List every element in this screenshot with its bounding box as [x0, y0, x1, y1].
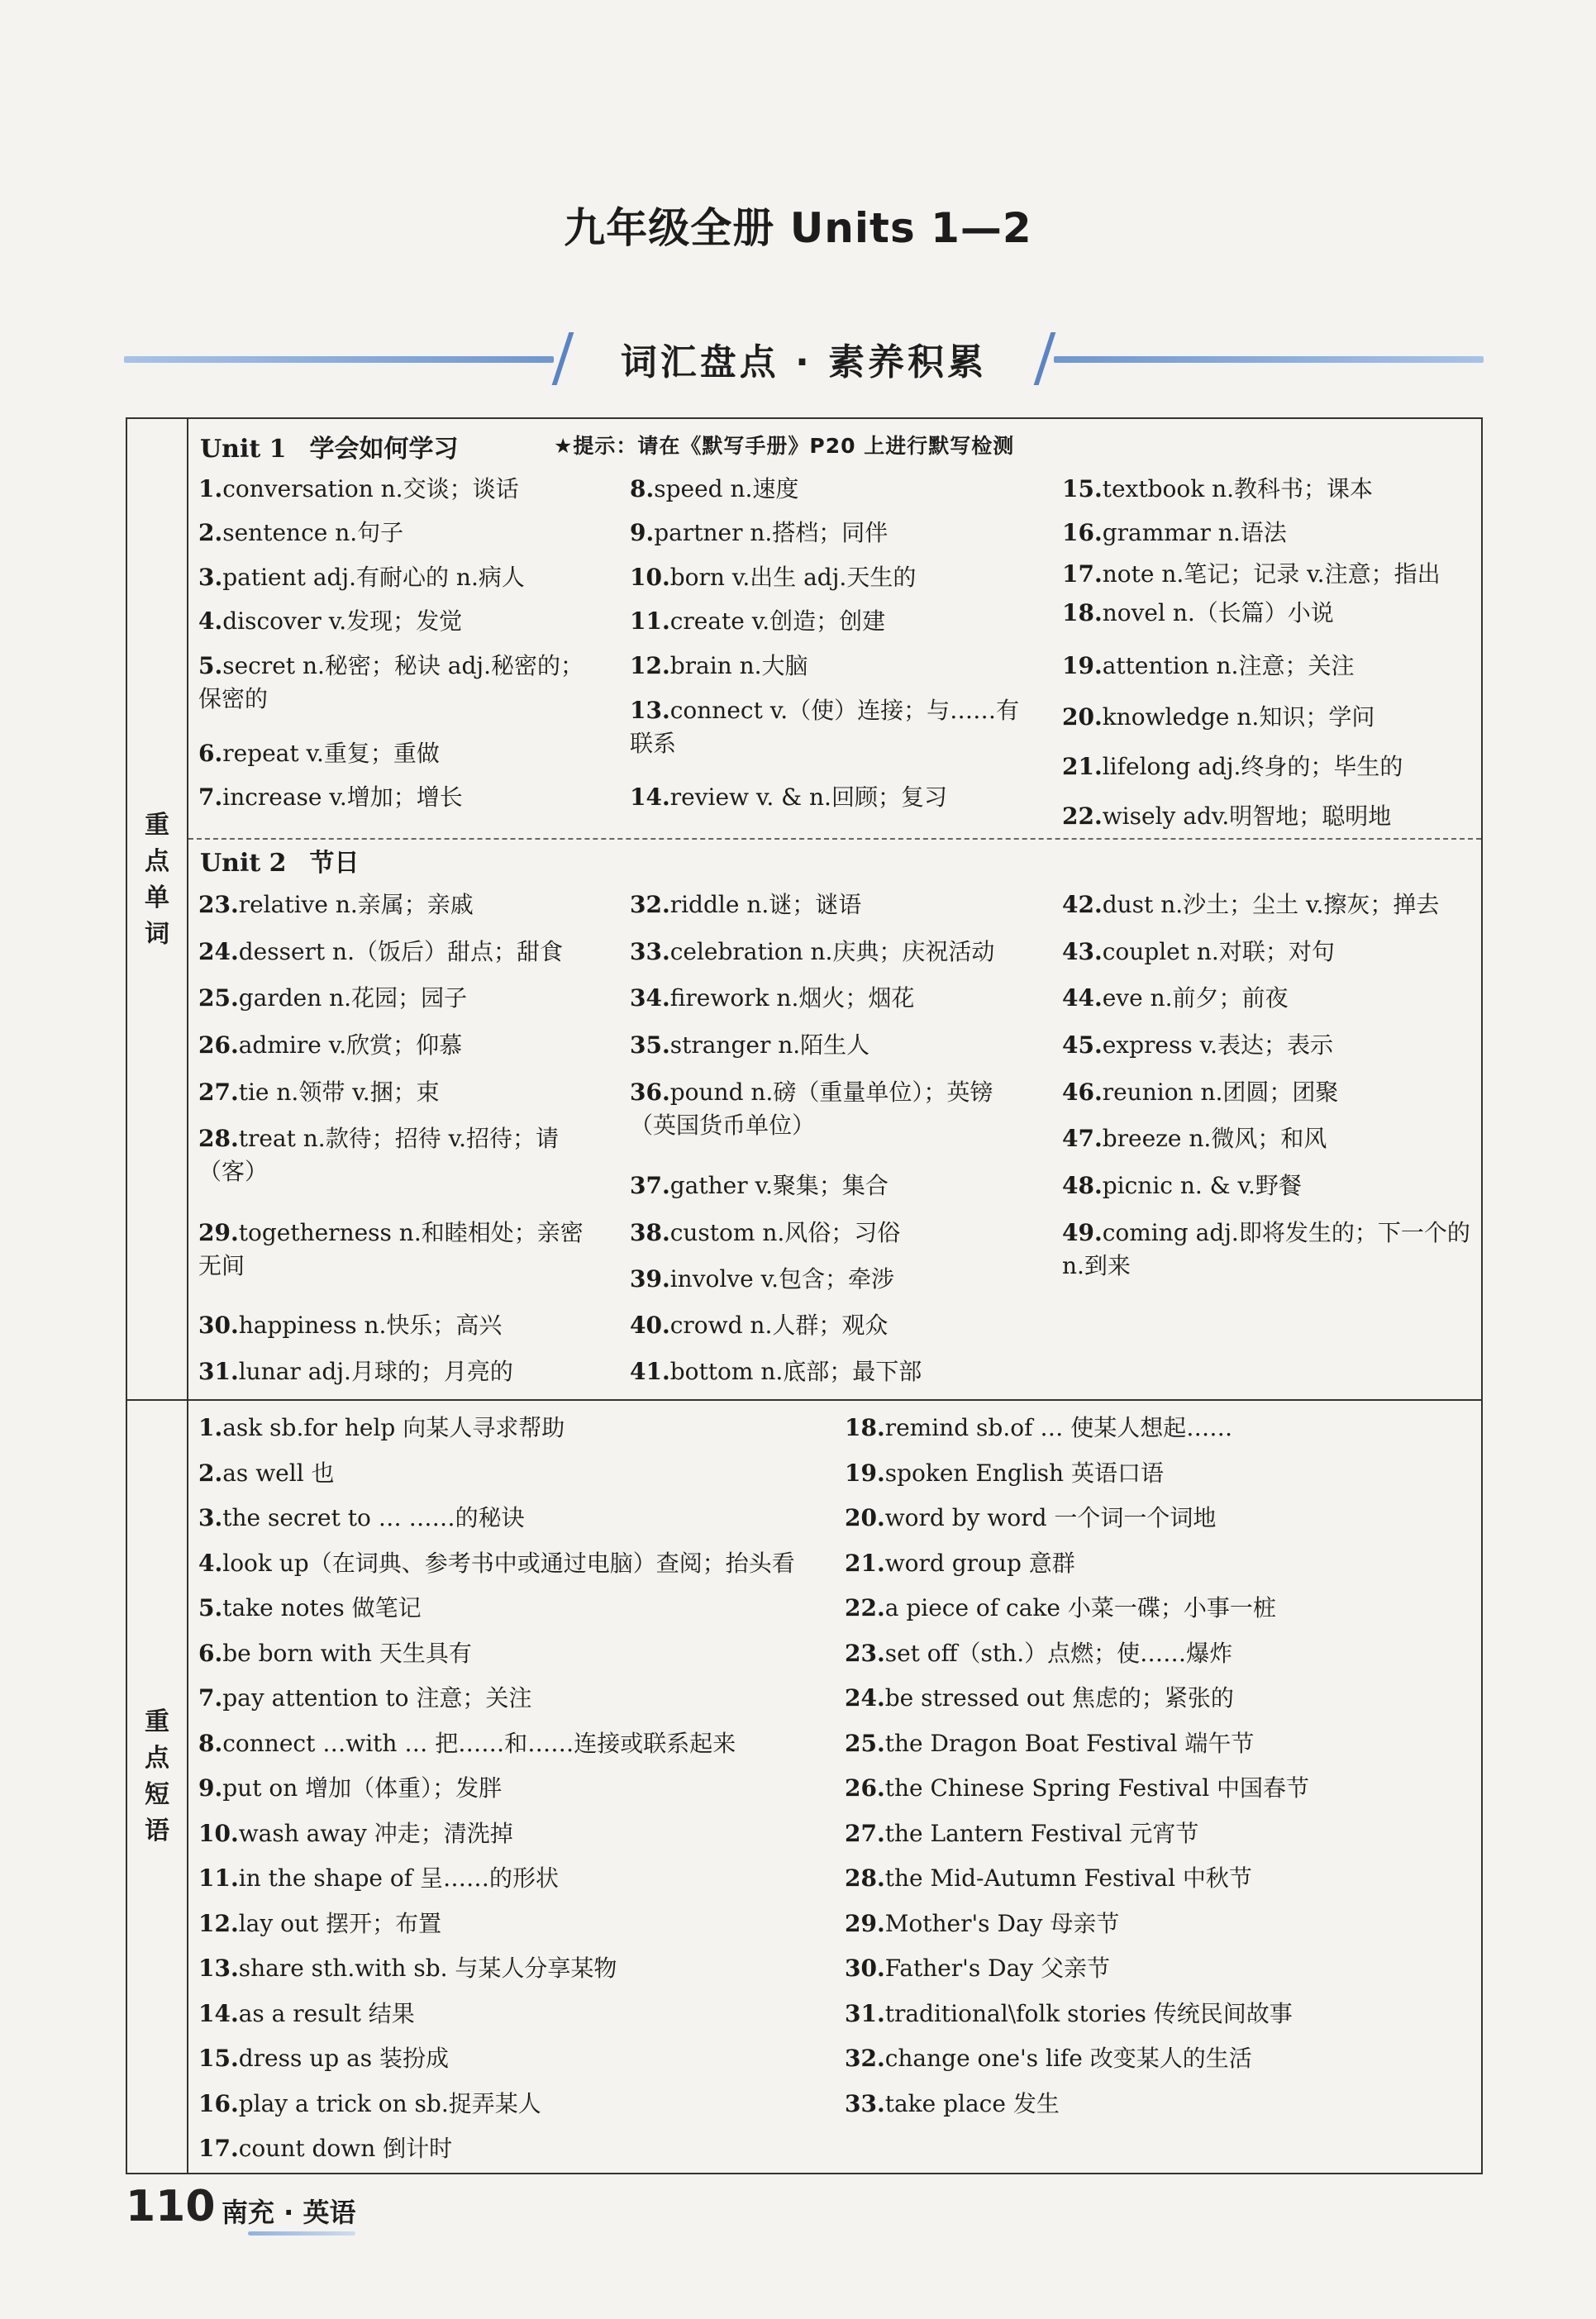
item-text: brain n.大脑 — [669, 652, 808, 679]
item-number: 46. — [1062, 1079, 1103, 1106]
item-text: involve v.包含；牵涉 — [669, 1265, 895, 1293]
label-char: 点 — [145, 1744, 169, 1773]
vocab-item — [845, 1412, 1481, 1445]
item-text: custom n.风俗；习俗 — [669, 1219, 901, 1246]
vocab-item — [630, 1355, 1035, 1388]
item-text: express v.表达；表示 — [1102, 1031, 1333, 1059]
label-char: 词 — [145, 920, 169, 949]
item-text: repeat v.重复；重做 — [222, 740, 440, 767]
vocab-item — [198, 1862, 835, 1895]
item-text: tie n.领带 v.捆；束 — [238, 1079, 440, 1106]
item-number: 5. — [198, 1594, 223, 1621]
vocab-item — [198, 605, 603, 638]
item-number: 35. — [630, 1031, 670, 1059]
item-number: 14. — [630, 783, 670, 811]
item-text: novel n.（长篇）小说 — [1102, 599, 1334, 626]
vocab-item — [630, 1076, 1035, 1142]
vocab-item — [845, 1727, 1481, 1760]
vocab-item — [630, 1217, 1035, 1250]
item-number: 27. — [845, 1819, 885, 1847]
unit2-heading — [200, 842, 360, 879]
item-text: pay attention to 注意；关注 — [222, 1684, 532, 1712]
banner-slash-left — [552, 332, 574, 385]
item-number: 32. — [845, 2045, 885, 2072]
vocab-item — [198, 1727, 835, 1760]
item-number: 23. — [845, 1639, 885, 1667]
label-char: 语 — [145, 1817, 169, 1845]
vocab-item — [198, 982, 603, 1015]
label-char: 点 — [145, 847, 169, 876]
item-text: traditional\folk stories 传统民间故事 — [884, 1999, 1293, 2027]
footer-underline — [248, 2231, 355, 2236]
item-number: 7. — [198, 783, 223, 811]
item-text: remind sb.of … 使某人想起…… — [884, 1414, 1233, 1441]
unit2-name: 节日 — [309, 849, 360, 878]
item-text: couplet n.对联；对句 — [1102, 938, 1335, 965]
item-number: 22. — [845, 1594, 885, 1621]
vocab-item — [1062, 597, 1479, 630]
item-text: as well 也 — [222, 1459, 335, 1487]
vocab-item — [630, 473, 1035, 506]
item-number: 8. — [198, 1729, 223, 1757]
vocab-item — [198, 1217, 603, 1283]
item-number: 21. — [1062, 753, 1103, 780]
item-number: 7. — [198, 1684, 223, 1712]
item-text: lay out 摆开；布置 — [238, 1909, 442, 1937]
item-text: put on 增加（体重）；发胖 — [222, 1774, 503, 1802]
item-number: 24. — [198, 938, 239, 965]
item-text: celebration n.庆典；庆祝活动 — [669, 938, 995, 965]
item-number: 31. — [845, 1999, 885, 2027]
vocab-item — [630, 1263, 1035, 1296]
item-text: share sth.with sb. 与某人分享某物 — [238, 1955, 617, 1982]
item-number: 8. — [630, 475, 655, 502]
vocab-item — [630, 517, 1035, 550]
item-number: 30. — [845, 1955, 885, 1982]
vocab-item — [198, 888, 603, 921]
item-number: 22. — [1062, 802, 1103, 830]
vocab-item — [198, 561, 603, 594]
item-text: garden n.花园；园子 — [238, 984, 468, 1012]
item-text: be stressed out 焦虑的；紧张的 — [884, 1684, 1234, 1712]
vocab-item — [198, 1355, 603, 1388]
item-text: lifelong adj.终身的；毕生的 — [1102, 753, 1403, 780]
item-number: 29. — [198, 1219, 239, 1246]
unit-divider — [188, 838, 1481, 840]
item-text: admire v.欣赏；仰慕 — [238, 1031, 463, 1059]
unit1-label: Unit 1 — [200, 435, 287, 464]
vocab-item — [198, 1502, 835, 1535]
vocab-item — [1062, 558, 1479, 591]
item-text: set off（sth.）点燃；使……爆炸 — [884, 1639, 1233, 1667]
vocab-item — [630, 1029, 1035, 1062]
vocab-item — [198, 1682, 835, 1715]
vocab-item — [198, 473, 603, 506]
page-title: 九年级全册 Units 1—2 — [564, 204, 1032, 252]
vocab-item — [845, 1682, 1481, 1715]
vocab-item — [198, 737, 603, 770]
vocab-item — [198, 1998, 835, 2031]
item-text: the Lantern Festival 元宵节 — [884, 1819, 1199, 1847]
item-number: 30. — [198, 1312, 239, 1339]
item-text: coming adj.即将发生的；下一个的 n.到来 — [1062, 1219, 1470, 1279]
vocab-item — [630, 650, 1035, 683]
item-text: Father's Day 父亲节 — [884, 1955, 1111, 1982]
item-text: as a result 结果 — [238, 1999, 415, 2027]
item-number: 21. — [845, 1549, 885, 1577]
vocab-item — [198, 936, 603, 969]
vocab-item — [630, 888, 1035, 921]
item-text: the Dragon Boat Festival 端午节 — [884, 1729, 1255, 1757]
vocab-item — [1062, 800, 1479, 833]
label-char: 重 — [145, 811, 169, 840]
item-number: 24. — [845, 1684, 885, 1712]
vocab-item — [198, 781, 603, 814]
item-number: 34. — [630, 984, 670, 1012]
item-number: 4. — [198, 1549, 223, 1577]
page-number: 110 — [126, 2182, 216, 2231]
item-number: 2. — [198, 1459, 223, 1487]
item-text: bottom n.底部；最下部 — [669, 1358, 922, 1385]
item-number: 39. — [630, 1265, 670, 1293]
item-number: 20. — [1062, 703, 1103, 731]
item-number: 3. — [198, 564, 223, 591]
item-text: dessert n.（饭后）甜点；甜食 — [238, 938, 563, 965]
vocab-item — [1062, 517, 1479, 550]
item-number: 33. — [630, 938, 670, 965]
item-text: look up（在词典、参考书中或通过电脑）查阅；抬头看 — [222, 1549, 795, 1577]
vocab-item — [630, 605, 1035, 638]
item-text: togetherness n.和睦相处；亲密无间 — [198, 1219, 584, 1279]
item-text: crowd n.人群；观众 — [669, 1312, 889, 1339]
item-text: change one's life 改变某人的生活 — [884, 2045, 1252, 2072]
item-number: 42. — [1062, 891, 1103, 918]
banner-line-left — [124, 356, 554, 363]
item-number: 45. — [1062, 1031, 1103, 1059]
item-number: 28. — [198, 1125, 239, 1152]
item-number: 31. — [198, 1358, 239, 1385]
vocab-item — [198, 1592, 835, 1625]
item-number: 6. — [198, 740, 223, 767]
vocab-item — [630, 936, 1035, 969]
item-number: 10. — [630, 564, 670, 591]
item-text: ask sb.for help 向某人寻求帮助 — [222, 1414, 565, 1441]
item-number: 15. — [1062, 475, 1103, 502]
vocab-item — [1062, 1122, 1479, 1155]
item-number: 23. — [198, 891, 239, 918]
vocab-item — [198, 1029, 603, 1062]
item-number: 25. — [198, 984, 239, 1012]
vocab-item — [845, 1907, 1481, 1940]
item-number: 12. — [198, 1909, 239, 1937]
item-number: 20. — [845, 1504, 885, 1531]
item-number: 37. — [630, 1172, 670, 1199]
item-number: 17. — [1062, 560, 1103, 588]
vocab-item — [845, 1592, 1481, 1625]
item-text: wisely adv.明智地；聪明地 — [1102, 802, 1392, 830]
item-number: 25. — [845, 1729, 885, 1757]
vocab-item — [198, 2042, 835, 2075]
item-number: 9. — [198, 1774, 223, 1802]
item-text: play a trick on sb.捉弄某人 — [238, 2089, 541, 2117]
item-text: firework n.烟火；烟花 — [669, 984, 915, 1012]
vocab-item — [630, 694, 1035, 760]
vocab-item — [630, 1169, 1035, 1202]
vocab-item — [198, 1772, 835, 1805]
item-number: 9. — [630, 519, 655, 546]
item-text: stranger n.陌生人 — [669, 1031, 870, 1059]
item-number: 27. — [198, 1079, 239, 1106]
item-text: picnic n. & v.野餐 — [1102, 1172, 1302, 1199]
item-text: the Chinese Spring Festival 中国春节 — [884, 1774, 1310, 1802]
item-number: 16. — [198, 2089, 239, 2117]
item-number: 19. — [1062, 652, 1103, 679]
item-text: discover v.发现；发觉 — [222, 607, 463, 635]
item-text: in the shape of 呈……的形状 — [238, 1864, 559, 1892]
item-text: lunar adj.月球的；月亮的 — [238, 1358, 513, 1385]
item-number: 13. — [630, 697, 670, 724]
item-text: attention n.注意；关注 — [1102, 652, 1355, 679]
vocab-item — [198, 2088, 835, 2121]
item-text: word by word 一个词一个词地 — [884, 1504, 1217, 1531]
unit2-label: Unit 2 — [200, 849, 287, 878]
vocab-item — [198, 2132, 835, 2165]
label-char: 单 — [145, 883, 169, 912]
vocab-item — [198, 1547, 835, 1580]
vocab-item — [845, 2088, 1481, 2121]
item-text: secret n.秘密；秘诀 adj.秘密的；保密的 — [198, 652, 584, 712]
vocab-item — [630, 1309, 1035, 1342]
item-text: dust n.沙土；尘土 v.擦灰；掸去 — [1102, 891, 1440, 918]
banner-line-right — [1054, 356, 1484, 363]
vocab-item — [845, 1862, 1481, 1895]
item-number: 29. — [845, 1909, 885, 1937]
item-text: count down 倒计时 — [238, 2135, 453, 2162]
item-text: Mother's Day 母亲节 — [884, 1909, 1120, 1937]
item-text: note n.笔记；记录 v.注意；指出 — [1102, 560, 1441, 588]
item-text: partner n.搭档；同伴 — [654, 519, 889, 546]
item-number: 10. — [198, 1819, 239, 1847]
item-text: take notes 做笔记 — [222, 1594, 422, 1621]
words-section-label — [127, 807, 187, 953]
banner-slash-right — [1034, 332, 1056, 385]
vocab-item — [845, 1998, 1481, 2031]
unit1-name: 学会如何学习 — [309, 435, 459, 464]
item-number: 33. — [845, 2089, 885, 2117]
vocab-item — [1062, 473, 1479, 506]
vocab-item — [845, 1637, 1481, 1670]
vocab-item — [198, 1637, 835, 1670]
item-number: 14. — [198, 1999, 239, 2027]
vocab-item — [1062, 1076, 1479, 1109]
item-number: 49. — [1062, 1219, 1103, 1246]
vocab-item — [198, 1122, 603, 1188]
item-number: 44. — [1062, 984, 1103, 1012]
vocab-item — [198, 650, 603, 716]
vocab-item — [198, 1309, 603, 1342]
item-number: 40. — [630, 1312, 670, 1339]
item-text: knowledge n.知识；学问 — [1102, 703, 1375, 731]
vocab-item — [1062, 1217, 1479, 1283]
item-text: word group 意群 — [884, 1549, 1075, 1577]
item-text: riddle n.谜；谜语 — [669, 891, 862, 918]
item-text: be born with 天生具有 — [222, 1639, 472, 1667]
vocab-item — [198, 1076, 603, 1109]
section-banner — [124, 332, 1484, 398]
vocab-item — [630, 781, 1035, 814]
item-text: the Mid-Autumn Festival 中秋节 — [884, 1864, 1252, 1892]
vocab-item — [1062, 1169, 1479, 1202]
item-text: gather v.聚集；集合 — [669, 1172, 889, 1199]
item-number: 47. — [1062, 1125, 1103, 1152]
item-text: sentence n.句子 — [222, 519, 404, 546]
item-number: 38. — [630, 1219, 670, 1246]
item-text: take place 发生 — [884, 2089, 1060, 2117]
label-char: 短 — [145, 1780, 169, 1809]
item-text: dress up as 装扮成 — [238, 2045, 450, 2072]
vocab-item — [845, 2042, 1481, 2075]
vocab-item — [1062, 701, 1479, 734]
vocab-item — [198, 1457, 835, 1490]
vocab-item — [1062, 650, 1479, 683]
section-divider — [127, 1399, 1481, 1401]
item-text: create v.创造；创建 — [669, 607, 886, 635]
item-number: 1. — [198, 1414, 223, 1441]
vocab-item — [1062, 888, 1479, 921]
vocab-item — [198, 1817, 835, 1850]
item-text: relative n.亲属；亲戚 — [238, 891, 474, 918]
item-number: 36. — [630, 1079, 670, 1106]
footer-label: 南充 · 英语 — [222, 2197, 356, 2228]
item-number: 18. — [845, 1414, 885, 1441]
item-number: 43. — [1062, 938, 1103, 965]
item-text: eve n.前夕；前夜 — [1102, 984, 1289, 1012]
item-number: 12. — [630, 652, 670, 679]
item-number: 2. — [198, 519, 223, 546]
vocab-item — [198, 1412, 835, 1445]
item-number: 18. — [1062, 599, 1103, 626]
item-number: 48. — [1062, 1172, 1103, 1199]
item-text: happiness n.快乐；高兴 — [238, 1312, 503, 1339]
label-char: 重 — [145, 1707, 169, 1736]
vocab-item — [630, 982, 1035, 1015]
vocab-item — [845, 1772, 1481, 1805]
vocab-item — [845, 1547, 1481, 1580]
item-text: a piece of cake 小菜一碟；小事一桩 — [884, 1594, 1276, 1621]
item-text: breeze n.微风；和风 — [1102, 1125, 1327, 1152]
vocab-item — [845, 1952, 1481, 1985]
item-text: the secret to … ……的秘诀 — [222, 1504, 525, 1531]
item-number: 15. — [198, 2045, 239, 2072]
vocab-item — [1062, 1029, 1479, 1062]
section-title: 词汇盘点 · 素养积累 — [620, 341, 988, 383]
vocab-item — [1062, 750, 1479, 783]
vocab-item — [198, 517, 603, 550]
vocab-item — [198, 1907, 835, 1940]
item-number: 17. — [198, 2135, 239, 2162]
vocab-item — [198, 1952, 835, 1985]
item-number: 19. — [845, 1459, 885, 1487]
item-text: grammar n.语法 — [1102, 519, 1287, 546]
vocab-item — [845, 1457, 1481, 1490]
item-text: speed n.速度 — [654, 475, 799, 502]
item-number: 13. — [198, 1955, 239, 1982]
item-number: 5. — [198, 652, 223, 679]
vocab-item — [1062, 936, 1479, 969]
item-number: 4. — [198, 607, 223, 635]
item-text: review v. & n.回顾；复习 — [669, 783, 947, 811]
item-number: 28. — [845, 1864, 885, 1892]
item-text: connect …with … 把……和……连接或联系起来 — [222, 1729, 736, 1757]
item-text: treat n.款待；招待 v.招待；请（客） — [198, 1125, 560, 1185]
item-text: pound n.磅（重量单位）；英镑（英国货币单位） — [630, 1079, 993, 1139]
vocab-item — [1062, 982, 1479, 1015]
item-text: increase v.增加；增长 — [222, 783, 463, 811]
item-number: 11. — [198, 1864, 239, 1892]
label-column — [127, 419, 188, 2173]
item-text: conversation n.交谈；谈话 — [222, 475, 519, 502]
item-text: wash away 冲走；清洗掉 — [238, 1819, 513, 1847]
unit1-heading — [200, 428, 459, 464]
item-number: 16. — [1062, 519, 1103, 546]
item-number: 11. — [630, 607, 670, 635]
item-text: born v.出生 adj.天生的 — [669, 564, 917, 591]
item-text: textbook n.教科书；课本 — [1102, 475, 1374, 502]
hint-text: ★提示：请在《默写手册》P20 上进行默写检测 — [554, 434, 1015, 458]
item-number: 3. — [198, 1504, 223, 1531]
item-number: 32. — [630, 891, 670, 918]
item-number: 6. — [198, 1639, 223, 1667]
item-text: patient adj.有耐心的 n.病人 — [222, 564, 525, 591]
item-number: 1. — [198, 475, 223, 502]
item-number: 41. — [630, 1358, 670, 1385]
vocab-item — [630, 561, 1035, 594]
phrases-section-label — [127, 1704, 187, 1850]
item-text: connect v.（使）连接；与……有联系 — [630, 697, 1020, 757]
item-text: reunion n.团圆；团聚 — [1102, 1079, 1339, 1106]
vocab-item — [845, 1502, 1481, 1535]
item-number: 26. — [845, 1774, 885, 1802]
item-number: 26. — [198, 1031, 239, 1059]
item-text: spoken English 英语口语 — [884, 1459, 1164, 1487]
vocab-item — [845, 1817, 1481, 1850]
